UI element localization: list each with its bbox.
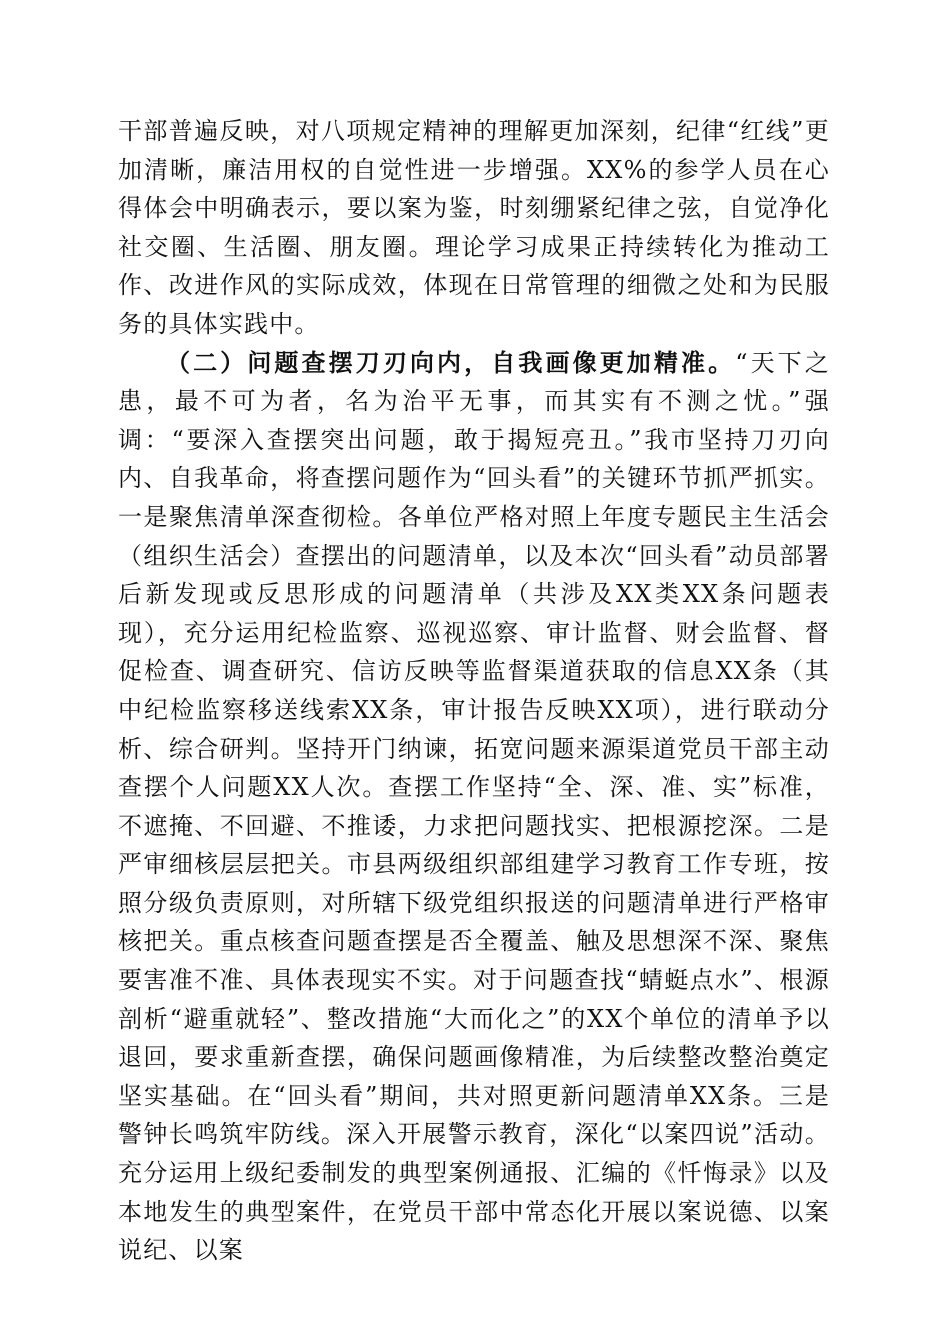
section-heading: （二）问题查摆刀刃向内，自我画像更加精准。 [166, 347, 736, 377]
section-body: “天下之患，最不可为者，名为治平无事，而其实有不测之忧。”强调：“要深入查摆突出问题，敢于揭短亮丑。”我市坚持刀刃向内、自我革命，将查摆问题作为“回头看”的关键环节抓严抓实。一是聚焦清单深查彻检。各单位严格对照上年度专题民主生活会（组织生活会）查摆出的问题清单，以及本次“回头看”动员部署后新发现或反思形成的问题清单（共涉及XX类XX条问题表现），充分运用纪检监察、巡视巡察、审计监督、财会监督、督促检查、调查研究、信访反映等监督渠道获取的信息XX条（其中纪检监察移送线索XX条，审计报告反映XX项），进行联动分析、综合研判。坚持开门纳谏，拓宽问题来源渠道党员干部主动查摆个人问题XX人次。查摆工作坚持“全、深、准、实”标准，不遮掩、不回避、不推诿，力求把问题找实、把根源挖深。二是严审细核层层把关。市县两级组织部组建学习教育工作专班，按照分级负责原则，对所辖下级党组织报送的问题清单进行严格审核把关。重点核查问题查摆是否全覆盖、触及思想深不深、聚焦要害准不准、具体表现实不实。对于问题查找“蜻蜓点水”、根源剖析“避重就轻”、整改措施“大而化之”的XX个单位的清单予以退回，要求重新查摆，确保问题画像精准，为后续整改整治奠定坚实基础。在“回头看”期间，共对照更新问题清单XX条。三是警钟长鸣筑牢防线。深入开展警示教育，深化“以案四说”活动。充分运用上级纪委制发的典型案例通报、汇编的《忏悔录》以及本地发生的典型案件，在党员干部中常态化开展以案说德、以案说纪、以案 [118, 348, 830, 1265]
document-body [118, 112, 830, 1270]
paragraph-continued: 干部普遍反映，对八项规定精神的理解更加深刻，纪律“红线”更加清晰，廉洁用权的自觉性进一步增强。XX%的参学人员在心得体会中明确表示，要以案为鉴，时刻绷紧纪律之弦，自觉净化社交圈、生活圈、朋友圈。理论学习成果正持续转化为推动工作、改进作风的实际成效，体现在日常管理的细微之处和为民服务的具体实践中。 [118, 117, 830, 338]
paragraph-section-two [118, 344, 830, 1270]
